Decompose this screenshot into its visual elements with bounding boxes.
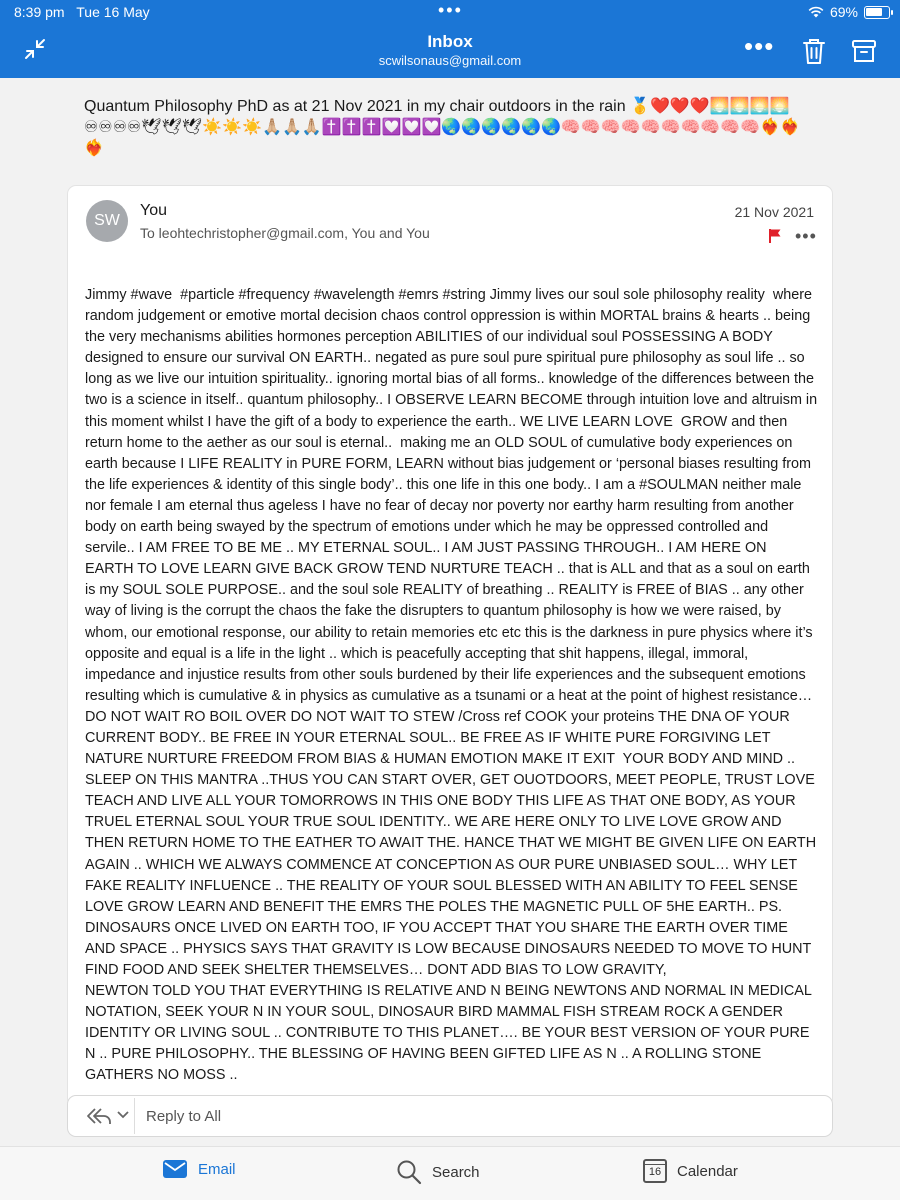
reply-all-icon[interactable] (86, 1107, 112, 1125)
calendar-day: 16 (648, 1166, 662, 1178)
archive-icon[interactable] (850, 38, 878, 64)
account-email: scwilsonaus@gmail.com (378, 53, 522, 68)
status-bar (0, 0, 900, 24)
message-card (68, 186, 832, 1106)
mail-icon (162, 1159, 188, 1179)
tab-search[interactable] (396, 1159, 480, 1185)
recipients-line[interactable]: To leohtechristopher@gmail.com, You and You (140, 225, 430, 241)
tab-calendar[interactable] (643, 1159, 738, 1183)
avatar[interactable]: SW (86, 200, 128, 242)
reply-bar[interactable] (68, 1096, 832, 1136)
tab-email-label: Email (198, 1160, 236, 1178)
page-title: Inbox (427, 32, 473, 51)
status-time: 8:39 pm Tue 16 May (14, 4, 150, 20)
calendar-icon (643, 1159, 667, 1183)
search-icon (396, 1159, 422, 1185)
reply-divider (134, 1098, 135, 1134)
message-date: 21 Nov 2021 (734, 204, 814, 220)
multitask-dots-icon[interactable]: ••• (438, 0, 463, 20)
wifi-icon (808, 6, 824, 18)
chevron-down-icon[interactable] (117, 1110, 129, 1120)
top-bar (0, 0, 900, 78)
more-options-icon[interactable]: ••• (744, 31, 775, 61)
trash-icon[interactable] (800, 36, 828, 66)
tab-calendar-label: Calendar (677, 1162, 738, 1180)
battery-percent: 69% (829, 4, 858, 20)
tab-bar (0, 1146, 900, 1200)
status-right (808, 4, 890, 20)
flag-icon[interactable] (768, 228, 782, 244)
reply-all-label[interactable]: Reply to All (146, 1108, 222, 1125)
message-more-icon[interactable]: ••• (795, 226, 817, 246)
tab-search-label: Search (432, 1163, 480, 1181)
message-body: Jimmy #wave #particle #frequency #wavelength #emrs #string Jimmy lives our soul sole philosophy reality where random judgement or emotive mortal decision chaos control oppression is within MORTAL brains & hearts .. being the very mechanisms abilities hormones perception ABILITIES of our individual soul POSSESSING A BODY designed to ensure our survival ON EARTH.. negated as pure soul pure spiritual pure philosophy as soul life .. so long as we live our intuition spirituality.. ignoring mortal bias of all forms.. knowledge of the differences between the two is a science in itself.. quantum philosophy.. I OBSERVE LEARN BECOME through intuition love and altruism in this moment whilst I have the gift of a body to experience the earth.. WE LIVE LEARN LOVE GROW and then return home to the aether as our soul is eternal.. making me an OLD SOUL of cumulative body experiences on earth because I LIFE REALITY in PURE FORM, LEARN without bias judgement or ‘personal biases resulting from the life experiences & identity of this single body’.. this one life in this one body.. I am a #SOULMAN neither male nor female I am eternal thus ageless I have no fear of decay nor poverty nor earthy harm resulting from another body on earth being swayed by the spectrum of emotions under which he may be oppressed controlled and servile.. I AM FREE TO BE ME .. MY ETERNAL SOUL.. I AM JUST PASSING THROUGH.. I AM HERE ON EARTH TO LOVE LEARN GIVE BACK GROW TEND NURTURE TEACH .. that is ALL and that as a soul on earth is my SOUL SOLE PURPOSE.. and the soul sole REALITY of breathing .. REALITY is FREE of BIAS .. any other way of living is the corrupt the chaos the fake the disrupters to quantum philosophy is how we were raised, by whom, our emotional response, our ability to retain memories etc etc this is the darkness in pure physics where it’s opposite and equal is a life in the light .. which is peacefully accepting that shit happens, illegal, immoral, impedance and injustice results from other souls burdened by their life experiences and the subsequent emotions resulting which is cumulative & in physics as cumulative as a tsunami or a heat at the point of highest resistance… DO NOT WAIT RO BOIL OVER DO NOT WAIT TO STEW /Cross ref COOK your proteins THE DNA OF YOUR CURRENT BODY.. BE FREE IN YOUR ETERNAL SOUL.. BE FREE AS IF WHITE PURE FORGIVING LET NATURE NURTURE FREEDOM FROM BIAS & HUMAN EMOTION MAKE IT EXIT YOUR BODY AND MIND .. SLEEP ON THIS MANTRA ..THUS YOU CAN START OVER, GET OUOTDOORS, MEET PEOPLE, TRUST LOVE TEACH AND LIVE ALL YOUR TOMORROWS IN THIS ONE BODY THIS LIFE AS THAT ONE BODY, AS YOUR TRUEL ETERNAL SOUL YOUR TRUE SOUL IDENTITY.. WE ARE HERE ONLY TO LIVE LOVE GROW AND THEN RETURN HOME TO THE EATHER TO AWAIT THE. HANCE THAT WE MIGHT BE GIVEN LIFE ON EARTH AGAIN .. WHICH WE ALWAYS COMMENCE AT CONCEPTION AS OUR PURE UNBIASED SOUL… WHY LET FAKE REALITY INFLUENCE .. THE REALITY OF YOUR SOUL BLESSED WITH AN ABILITY TO FEEL SENSE LOVE GROW LEARN AND BENEFIT THE EMRS THE POLES THE MAGNETIC PULL OF 5HE EARTH.. PS. DINOSAURS ONCE LIVED ON EARTH TOO, IF YOU ACCEPT THAT YOU SHARE THE EARTH OVER TIME AND SPACE .. PHYSICS SAYS THAT GRAVITY IS LOW BECAUSE DINOSAURS NEEDED TO MOVE TO HUNT FIND FOOD AND SEEK SHELTER THEMSELVES… DONT ADD BIAS TO LOW GRAVITY, NEWTON TOLD YOU THAT EVERYTHING IS RELATIVE AND N BEING NEWTONS AND NORMAL IN MEDICAL NOTATION, SEEK YOUR N IN YOUR SOUL, DINOSAUR BIRD MAMMAL FISH STREAM ROCK A GENDER IDENTITY OR LIVING SOUL .. CONTRIBUTE TO THIS PLANET…. BE YOUR BEST VERSION OF YOUR PURE N .. PURE PHILOSOPHY.. THE BLESSING OF HAVING BEEN GIFTED LIFE AS N .. A ROLLING STONE GATHERS NO MOSS .. (85, 287, 818, 1084)
tab-email[interactable] (162, 1159, 236, 1179)
email-subject: Quantum Philosophy PhD as at 21 Nov 2021 in my chair outdoors in the rain 🥇❤️❤️❤️🌅🌅🌅🌅♾♾♾♾🕊🕊🕊☀️☀️☀️🙏🏼🙏🏼🙏🏼✝️✝️✝️💟💟💟🌏🌏🌏🌏🌏🌏🧠🧠🧠🧠🧠🧠🧠🧠🧠🧠❤️‍🔥❤️‍🔥❤️‍🔥 (84, 98, 800, 157)
battery-icon (864, 6, 890, 19)
sender-name[interactable]: You (140, 202, 167, 219)
